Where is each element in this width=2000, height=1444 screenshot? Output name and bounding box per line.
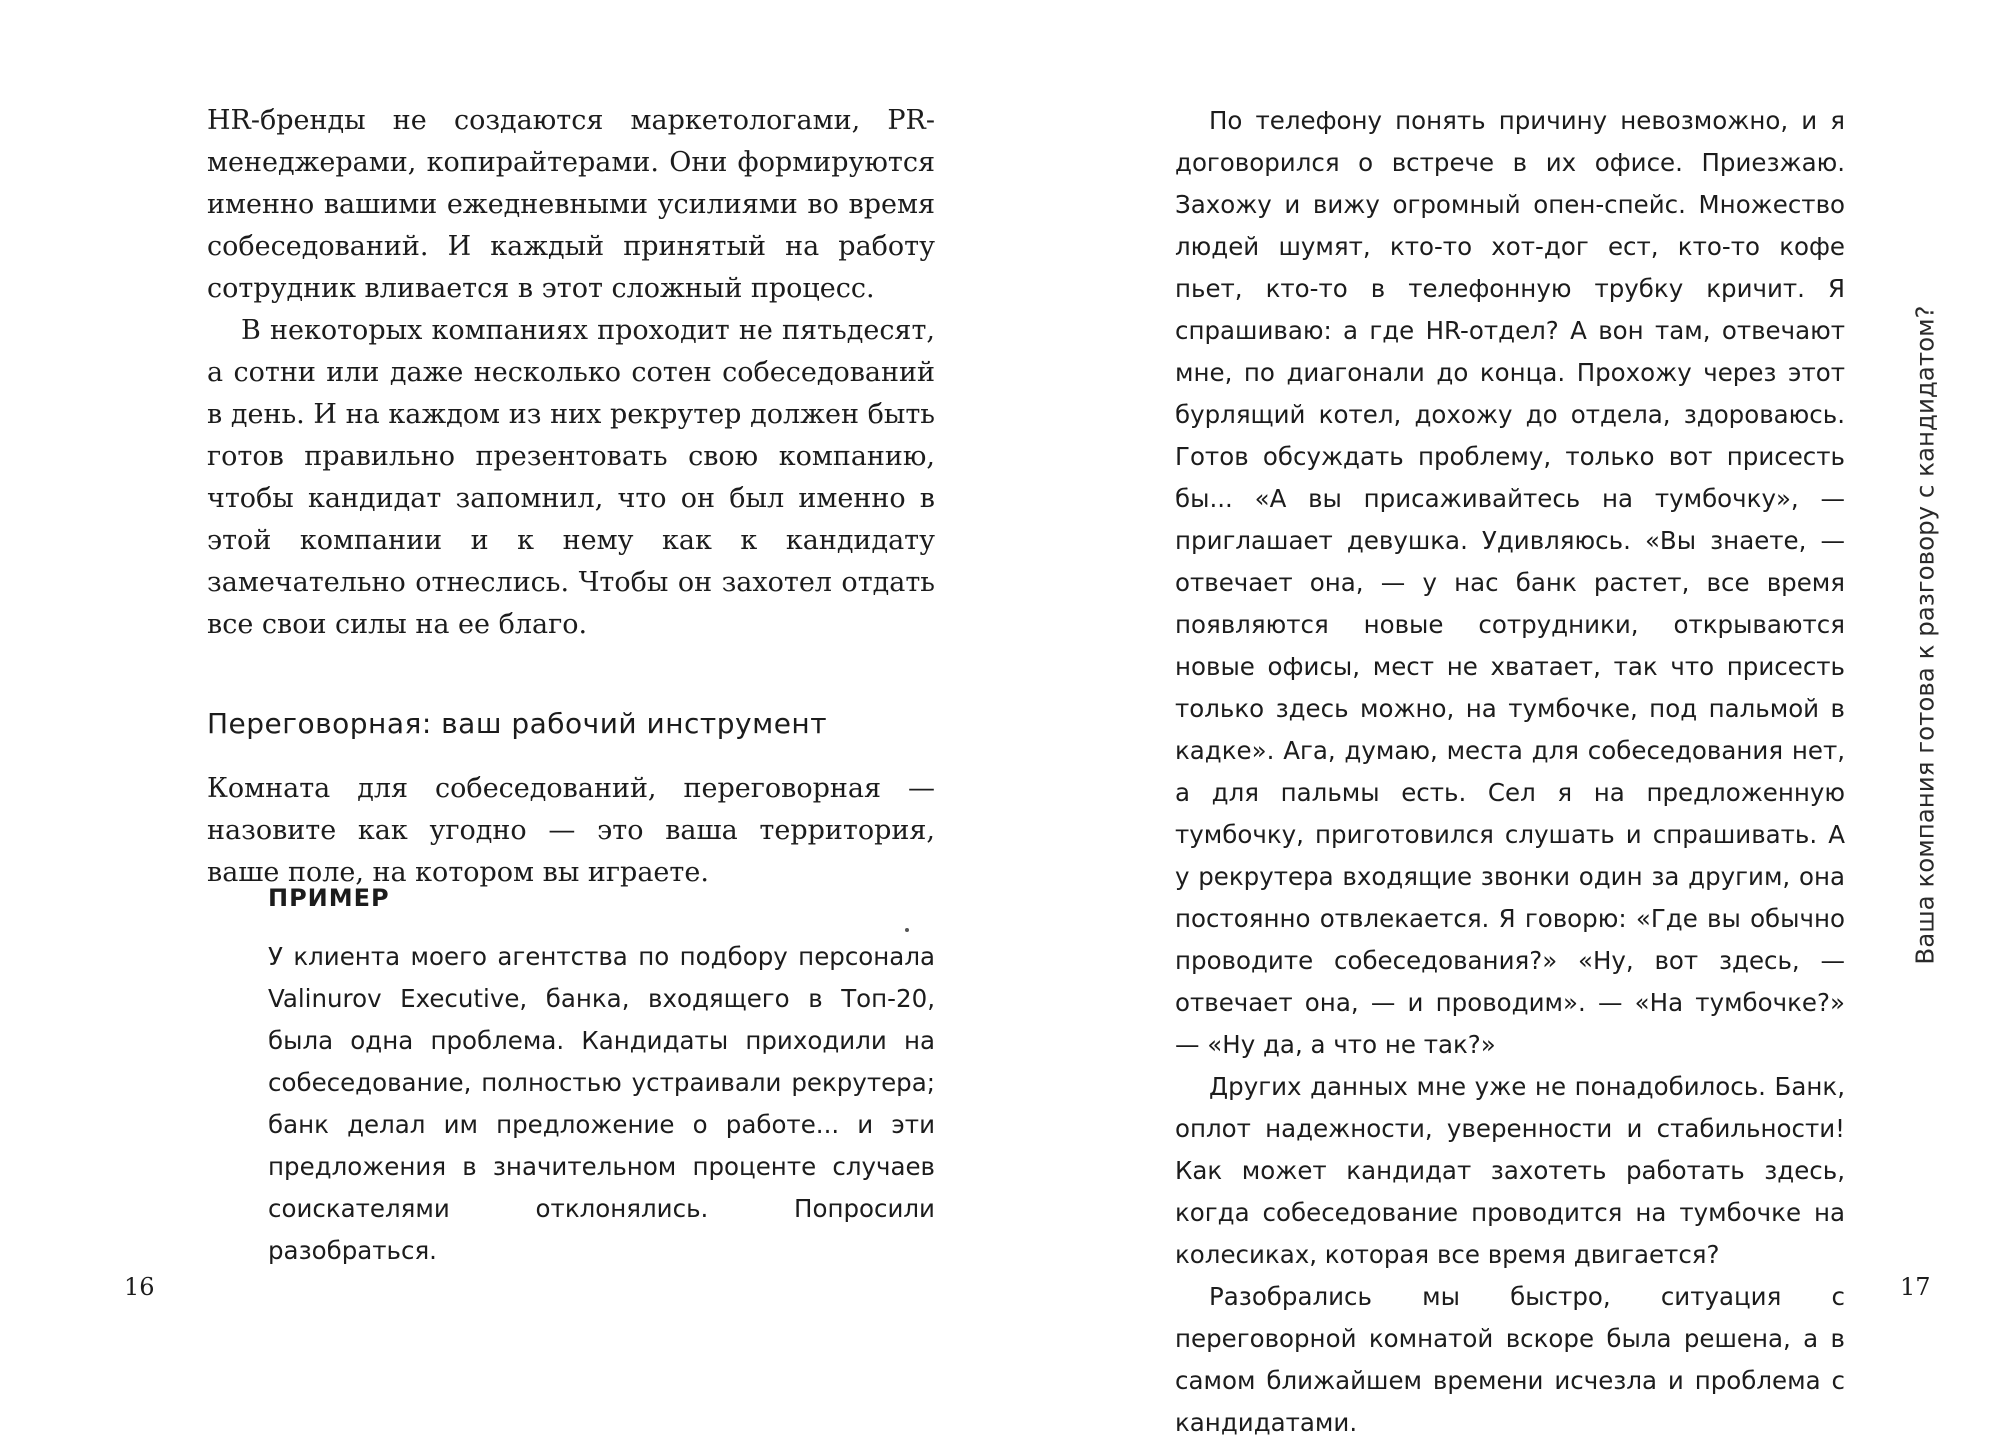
page-number-right: 17: [1900, 1273, 1931, 1301]
right-text-column: [1175, 100, 1845, 1444]
right-paragraph-3: Разобрались мы быстро, ситуация с переговорной комнатой вскоре была решена, а в самом ближайшем времени исчезла и проблема с кандидатами.: [1175, 1282, 1845, 1437]
left-paragraph-1: HR-бренды не создаются маркетологами, PR-менеджерами, копирайтерами. Они формируются именно вашими ежедневными усилиями во время собеседований. И каждый принятый на работу сотрудник вливается в этот сложный процесс.: [207, 105, 935, 304]
example-title: ПРИМЕР: [268, 884, 390, 912]
left-text-column: [207, 100, 935, 894]
right-paragraph-2: Других данных мне уже не понадобилось. Банк, оплот надежности, уверенности и стабильности! Как может кандидат захотеть работать здесь, когда собеседование проводится на тумбочке на колесиках, которая все время двигается?: [1175, 1072, 1845, 1269]
stray-dot: [905, 928, 909, 932]
page-number-left: 16: [124, 1273, 155, 1301]
example-text: У клиента моего агентства по подбору персонала Valinurov Executive, банка, входящего в Топ-20, была одна проблема. Кандидаты приходили на собеседование, полностью устраивали рекрутера; банк делал им предложение о работе... и эти предложения в значительном проценте случаев соискателями отклонялись. Попросили разобраться.: [268, 942, 935, 1265]
running-title-text: Ваша компания готова к разговору с кандидатом?: [1910, 305, 1940, 965]
left-page: [0, 0, 1000, 1440]
section-heading: Переговорная: ваш рабочий инструмент: [207, 707, 828, 740]
example-block: [268, 880, 935, 1272]
right-page: [1000, 0, 2000, 1440]
left-paragraph-2: В некоторых компаниях проходит не пятьдесят, а сотни или даже несколько сотен собеседований в день. И на каждом из них рекрутер должен быть готов правильно презентовать свою компанию, чтобы кандидат запомнил, что он был именно в этой компании и к нему как к кандидату замечательно отнеслись. Чтобы он захотел отдать все свои силы на ее благо.: [207, 315, 935, 640]
section-paragraph: Комната для собеседований, переговорная — назовите как угодно — это ваша территория, ваше поле, на котором вы играете.: [207, 773, 935, 888]
right-paragraph-1: По телефону понять причину невозможно, и я договорился о встрече в их офисе. Приезжаю. Захожу и вижу огромный опен-спейс. Множество людей шумят, кто-то хот-дог ест, кто-то кофе пьет, кто-то в телефонную трубку кричит. Я спрашиваю: а где HR-отдел? А вон там, отвечают мне, по диагонали до конца. Прохожу через этот бурлящий котел, дохожу до отдела, здороваюсь. Готов обсуждать проблему, только вот присесть бы... «А вы присаживайтесь на тумбочку», — приглашает девушка. Удивляюсь. «Вы знаете, — отвечает она, — у нас банк растет, все время появляются новые сотрудники, открываются новые офисы, мест не хватает, так что присесть только здесь можно, на тумбочке, под пальмой в кадке». Ага, думаю, места для собеседования нет, а для пальмы есть. Сел я на предложенную тумбочку, приготовился слушать и спрашивать. А у рекрутера входящие звонки один за другим, она постоянно отвлекается. Я говорю: «Где вы обычно проводите собеседования?» «Ну, вот здесь, — отвечает она, — и проводим». — «На тумбочке?» — «Ну да, а что не так?»: [1175, 106, 1845, 1059]
